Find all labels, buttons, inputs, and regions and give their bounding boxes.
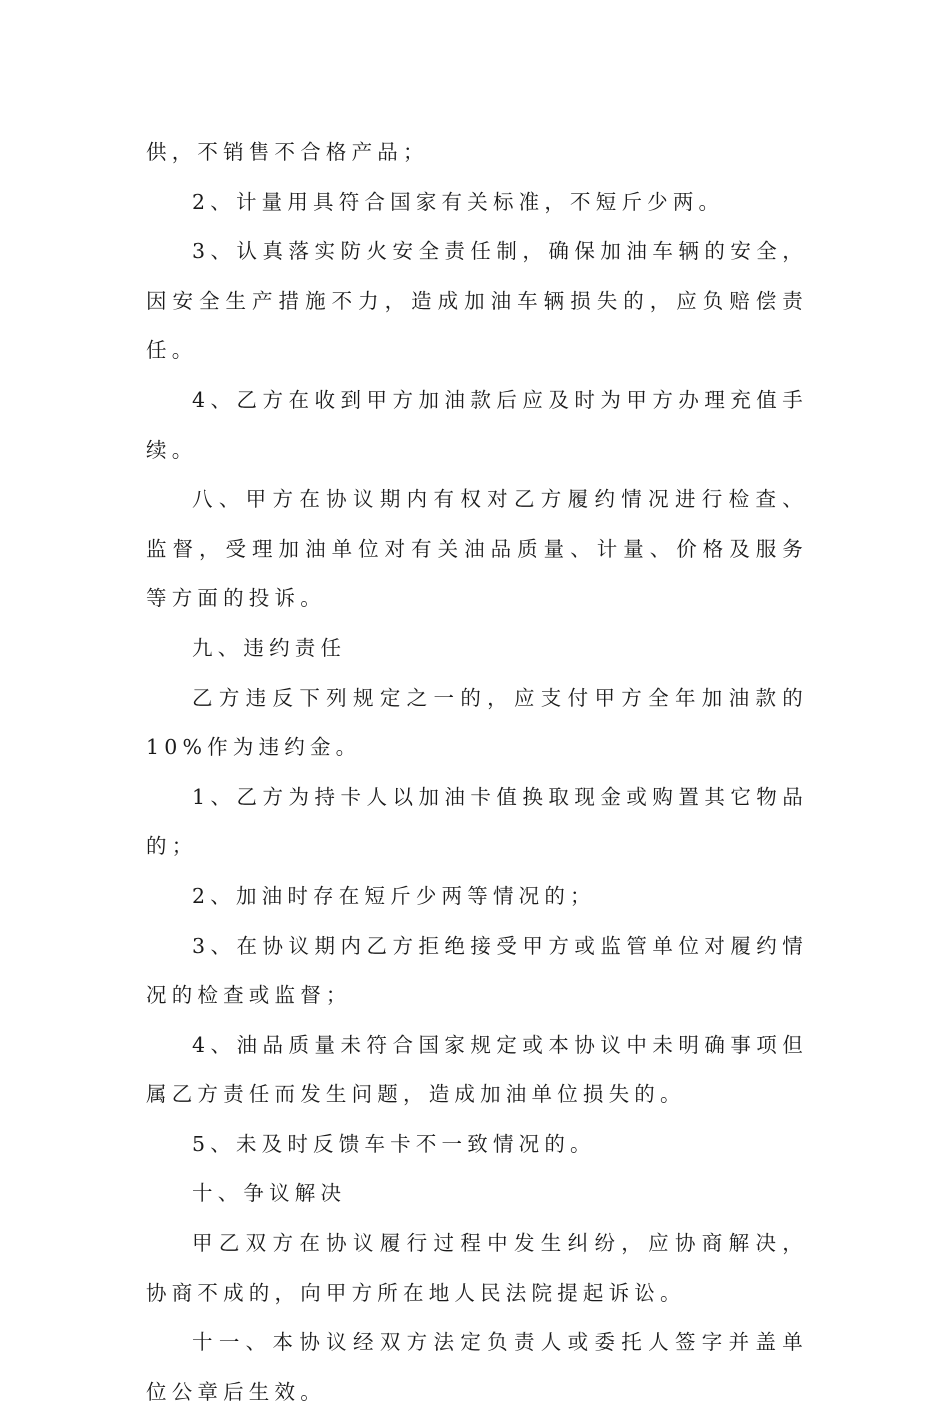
paragraph-dispute-resolution: 甲乙双方在协议履行过程中发生纠纷，应协商解决，协商不成的，向甲方所在地人民法院提起诉讼。 [146,1231,808,1305]
paragraph-violation-3: 3、在协议期内乙方拒绝接受甲方或监管单位对履约情况的检查或监督； [146,933,808,1008]
paragraph-violation-5: 5、未及时反馈车卡不一致情况的。 [192,1131,596,1156]
paragraph-violation-1: 1、乙方为持卡人以加油卡值换取现金或购置其它物品的； [146,784,808,859]
paragraph-continuation: 供，不销售不合格产品； [146,140,429,164]
paragraph-violation-4: 4、油品质量未符合国家规定或本协议中未明确事项但属乙方责任而发生问题，造成加油单位损失的。 [146,1032,808,1107]
paragraph-violation-2: 2、加油时存在短斤少两等情况的； [192,883,596,908]
section-heading-9-liability: 九、违约责任 [192,635,347,660]
paragraph-clause-4-recharge: 4、乙方在收到甲方加油款后应及时为甲方办理充值手续。 [146,387,808,462]
section-heading-10-disputes: 十、争议解决 [192,1181,347,1206]
paragraph-section-11-effective: 十一、本协议经双方法定负责人或委托人签字并盖单位公章后生效。 [146,1330,808,1404]
paragraph-clause-2-measuring: 2、计量用具符合国家有关标准，不短斤少两。 [192,189,725,214]
paragraph-section-8-inspection: 八、甲方在协议期内有权对乙方履约情况进行检查、监督，受理加油单位对有关油品质量、计量、价格及服务等方面的投诉。 [146,487,808,611]
document-body [146,128,808,1417]
paragraph-clause-3-fire-safety: 3、认真落实防火安全责任制，确保加油车辆的安全，因安全生产措施不力，造成加油车辆损失的，应负赔偿责任。 [146,239,808,363]
paragraph-penalty-rule: 乙方违反下列规定之一的，应支付甲方全年加油款的 10%作为违约金。 [146,685,808,760]
